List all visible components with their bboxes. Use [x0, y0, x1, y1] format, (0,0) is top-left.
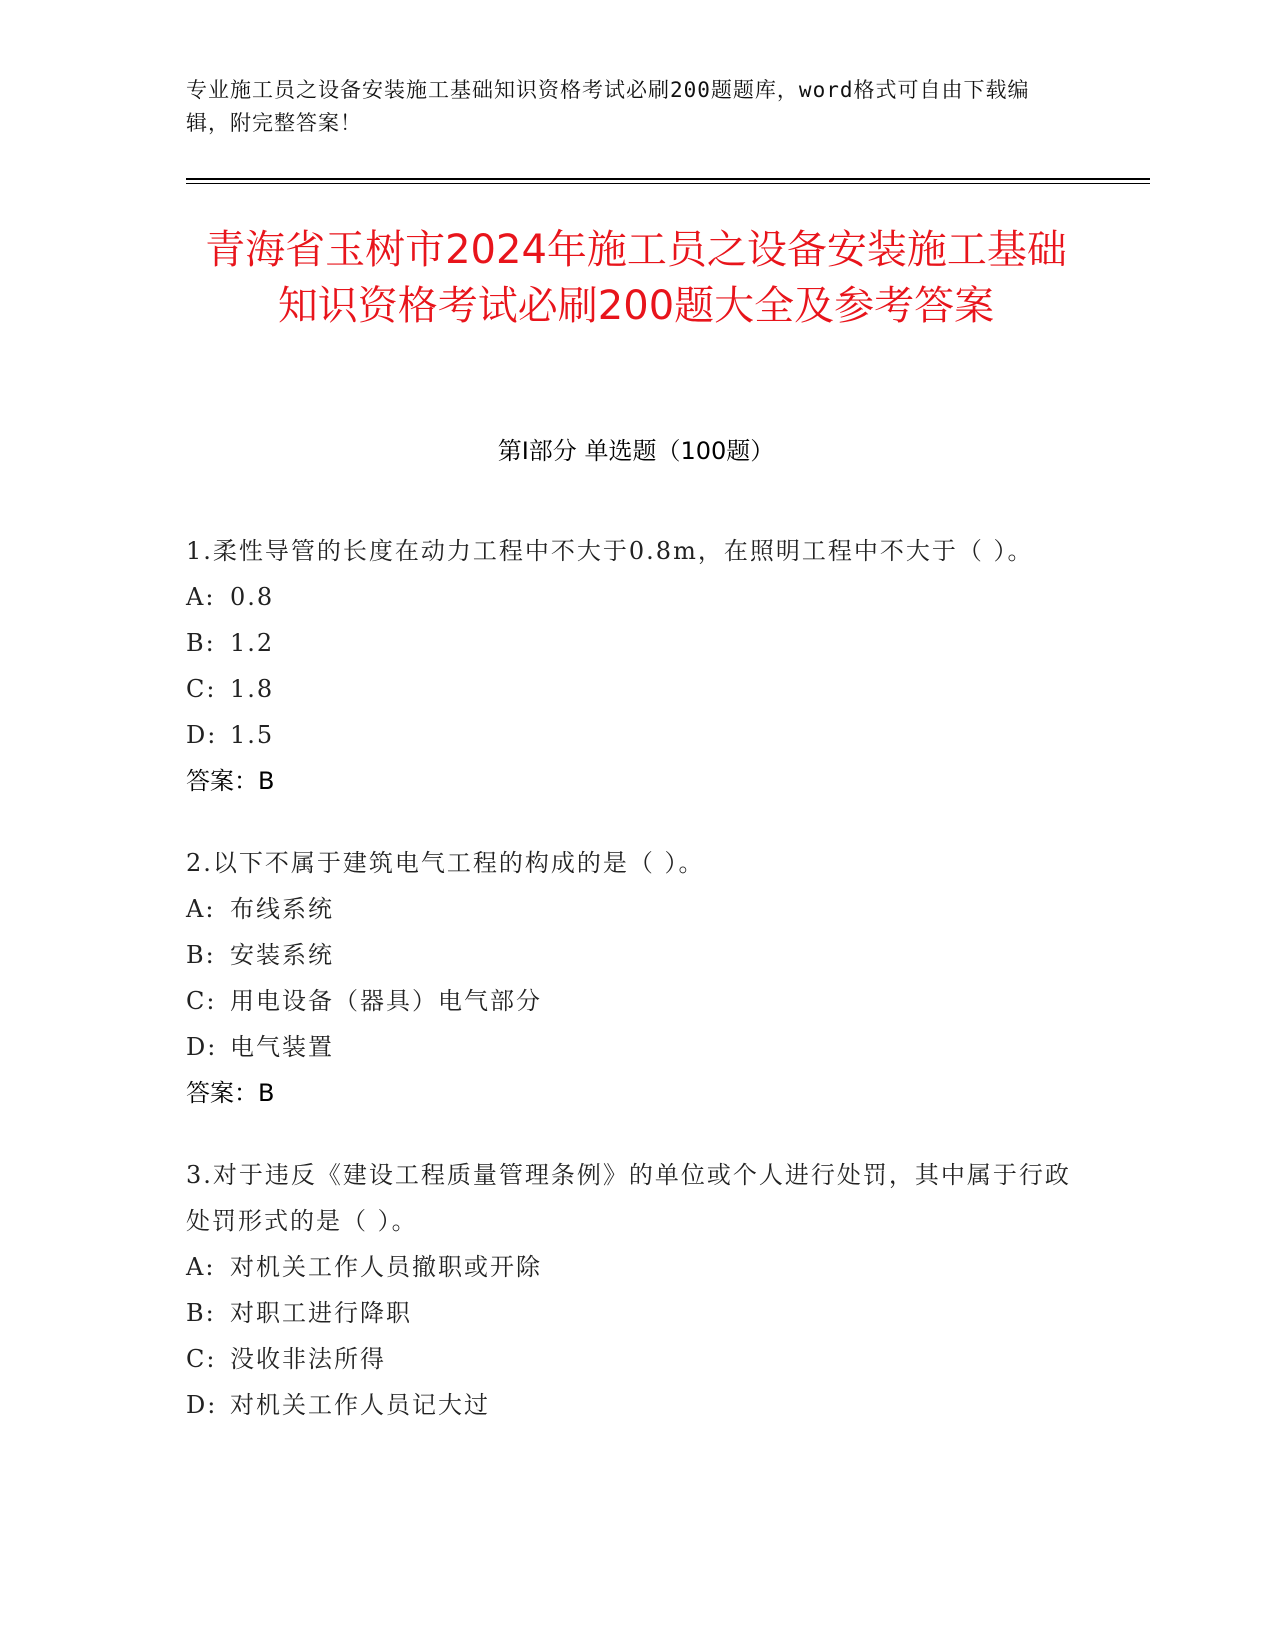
- option-key: C:: [186, 1345, 217, 1373]
- answer-line: [186, 758, 1086, 804]
- option-b: [186, 932, 1086, 978]
- answer-value: B: [258, 1079, 275, 1107]
- question-stem: 3.对于违反《建设工程质量管理条例》的单位或个人进行处罚，其中属于行政处罚形式的是（ ）。: [186, 1161, 1071, 1235]
- option-c: [186, 1336, 1086, 1382]
- option-key: C:: [186, 987, 217, 1015]
- option-key: A:: [186, 895, 216, 923]
- answer-label: 答案：: [186, 767, 258, 795]
- option-text: 布线系统: [230, 895, 334, 923]
- option-text: 对机关工作人员记大过: [230, 1391, 490, 1419]
- option-a: [186, 574, 1086, 620]
- option-key: D:: [186, 721, 218, 749]
- answer-value: B: [258, 767, 275, 795]
- option-d: [186, 1024, 1086, 1070]
- option-c: [186, 978, 1086, 1024]
- option-key: A:: [186, 583, 216, 611]
- section-heading: 第Ⅰ部分 单选题（100题）: [497, 437, 775, 465]
- question-2: [186, 840, 1086, 1116]
- option-text: 1.5: [230, 721, 275, 749]
- option-b: [186, 620, 1086, 666]
- option-key: C:: [186, 675, 217, 703]
- option-d: [186, 1382, 1086, 1428]
- option-key: B:: [186, 629, 216, 657]
- header-note: 专业施工员之设备安装施工基础知识资格考试必刷200题题库，word格式可自由下载编辑，附完整答案！: [186, 78, 1030, 135]
- answer-line: [186, 1070, 1086, 1116]
- document-title: 青海省玉树市2024年施工员之设备安装施工基础知识资格考试必刷200题大全及参考答案: [205, 227, 1067, 329]
- question-stem: 2.以下不属于建筑电气工程的构成的是（ ）。: [186, 849, 705, 877]
- option-text: 1.2: [230, 629, 275, 657]
- option-text: 对机关工作人员撤职或开除: [230, 1253, 542, 1281]
- answer-label: 答案：: [186, 1079, 258, 1107]
- header-rule-thick: [186, 178, 1150, 180]
- option-b: [186, 1290, 1086, 1336]
- question-stem: 1.柔性导管的长度在动力工程中不大于0.8m，在照明工程中不大于（ ）。: [186, 537, 1034, 565]
- question-3: [186, 1152, 1086, 1428]
- question-list: [186, 528, 1086, 1464]
- option-text: 0.8: [230, 583, 275, 611]
- option-text: 没收非法所得: [230, 1345, 386, 1373]
- option-text: 对职工进行降职: [230, 1299, 412, 1327]
- option-text: 电气装置: [230, 1033, 334, 1061]
- option-text: 用电设备（器具）电气部分: [230, 987, 542, 1015]
- option-text: 安装系统: [230, 941, 334, 969]
- option-a: [186, 1244, 1086, 1290]
- option-key: D:: [186, 1391, 218, 1419]
- option-a: [186, 886, 1086, 932]
- option-d: [186, 712, 1086, 758]
- option-key: B:: [186, 1299, 216, 1327]
- option-key: B:: [186, 941, 216, 969]
- option-key: D:: [186, 1033, 218, 1061]
- option-key: A:: [186, 1253, 216, 1281]
- option-c: [186, 666, 1086, 712]
- option-text: 1.8: [230, 675, 275, 703]
- question-1: [186, 528, 1086, 804]
- header-rule-thin: [186, 183, 1150, 184]
